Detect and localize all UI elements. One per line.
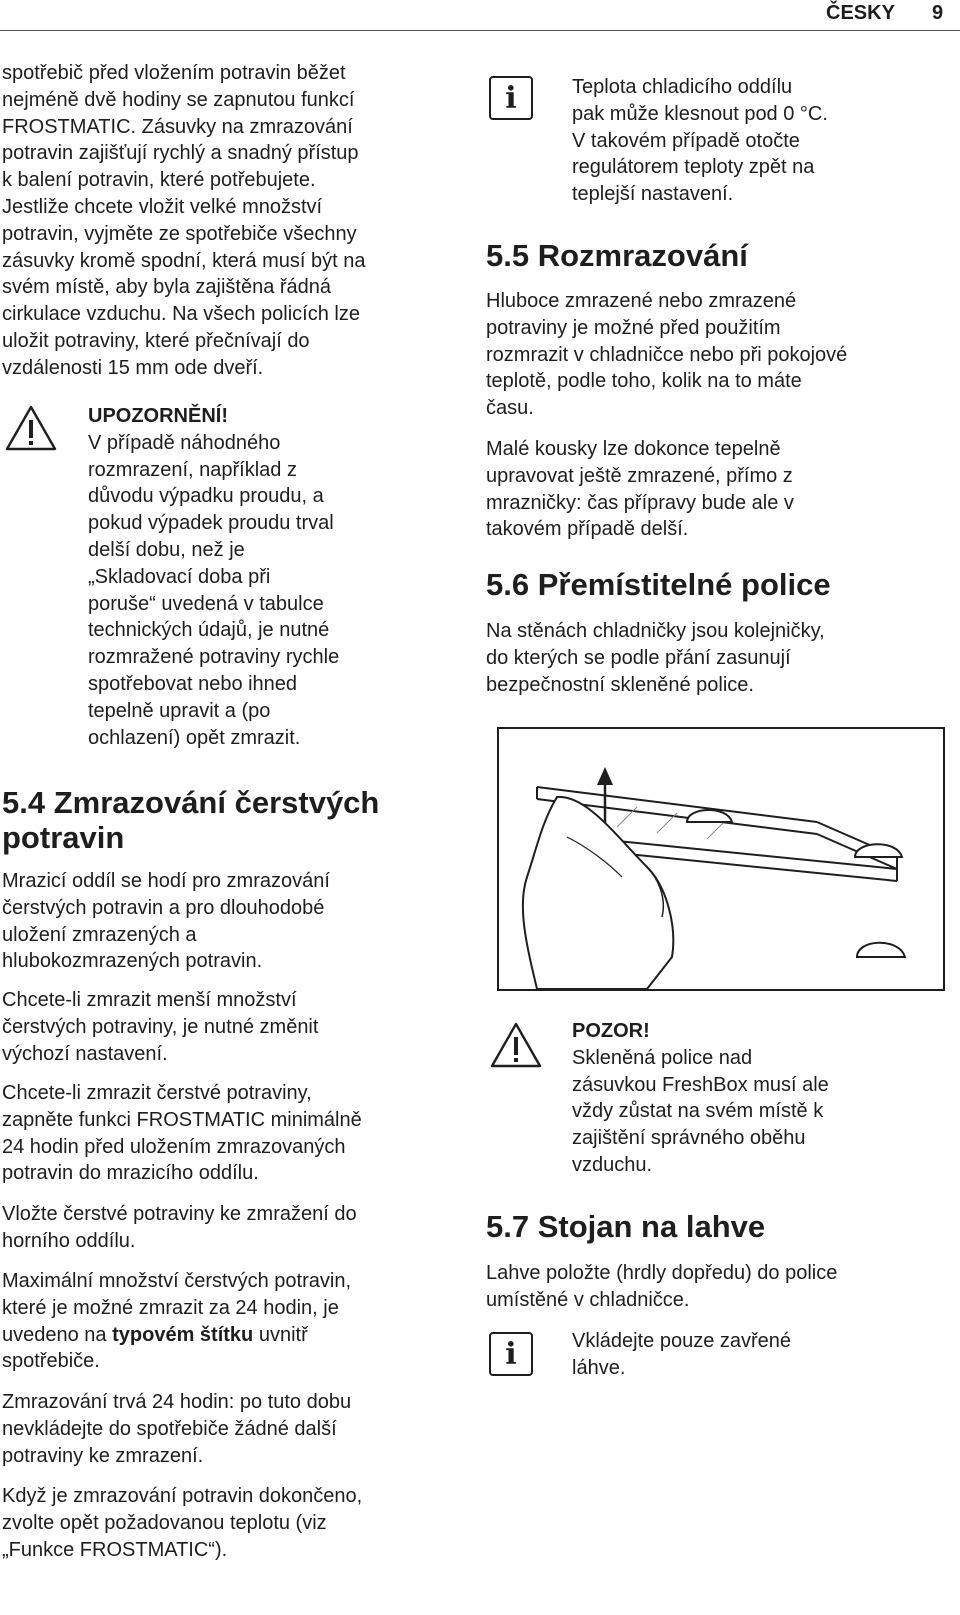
section-5-6-p1: Na stěnách chladničky jsou kolejničky, do kterých se podle přání zasunují bezpečnostní skleněné police. <box>486 620 825 696</box>
section-5-5-title: 5.5 Rozmrazování <box>486 238 748 273</box>
page-number: 9 <box>932 2 944 24</box>
section-5-4-p6: Zmrazování trvá 24 hodin: po tuto dobu nevkládejte do spotřebiče žádné další potraviny ke zmrazení. <box>2 1391 352 1467</box>
section-5-4-p4: Vložte čerstvé potraviny ke zmražení do horního oddílu. <box>2 1203 357 1252</box>
caution-title: POZOR! <box>572 1020 650 1042</box>
section-5-7-title: 5.7 Stojan na lahve <box>486 1209 766 1244</box>
section-5-5-p1: Hluboce zmrazené nebo zmrazené potraviny je možné před použitím rozmrazit v chladničce nebo při pokojové teplotě, podle toho, kolik na to máte času. <box>486 290 848 420</box>
section-5-5-p2: Malé kousky lze dokonce tepelně upravovat ještě zmrazené, přímo z mrazničky: čas přípravy bude ale v takovém případě delší. <box>486 438 794 541</box>
header-language: ČESKY <box>826 2 895 24</box>
section-5-7-p1: Lahve položte (hrdly dopředu) do police umístěné v chladničce. <box>486 1262 838 1311</box>
info-icon: i <box>489 1332 533 1376</box>
warning-triangle-icon <box>4 404 58 452</box>
rating-plate-term: typovém štítku <box>112 1323 254 1346</box>
section-5-6-title: 5.6 Přemístitelné police <box>486 567 831 602</box>
section-5-4-p3: Chcete-li zmrazit čerstvé potraviny, zapněte funkci FROSTMATIC minimálně 24 hodin před uložením zmrazovaných potravin do mrazicího oddílu. <box>2 1082 362 1185</box>
warning-triangle-icon <box>489 1021 543 1069</box>
section-5-4-p2: Chcete-li zmrazit menší množství čerstvých potraviny, je nutné změnit výchozí nastavení. <box>2 989 319 1065</box>
info-note-bottles: Vkládejte pouze zavřené láhve. <box>572 1330 792 1379</box>
section-5-4-p7: Když je zmrazování potravin dokončeno, zvolte opět požadovanou teplotu (viz „Funkce FROSTMATIC“). <box>2 1485 363 1561</box>
header-divider <box>0 30 960 31</box>
info-note-temperature: Teplota chladicího oddílu pak může klesnout pod 0 °C. V takovém případě otočte regulátorem teploty zpět na teplejší nastavení. <box>572 76 828 206</box>
section-5-4-title: 5.4 Zmrazování čerstvých potravin <box>2 785 380 855</box>
section-5-4-p5: Maximální množství čerstvých potravin, které je možné zmrazit za 24 hodin, je uvedeno na typovém štítku uvnitř spotřebiče. <box>2 1270 351 1373</box>
section-5-4-p1: Mrazicí oddíl se hodí pro zmrazování čerstvých potravin a pro dlouhodobé uložení zmrazených a hlubokozmrazených potravin. <box>2 870 330 973</box>
warning-title: UPOZORNĚNÍ! <box>88 405 228 427</box>
shelf-illustration <box>497 727 945 991</box>
info-icon: i <box>489 76 533 120</box>
warning-block: UPOZORNĚNÍ! V případě náhodného rozmrazení, například z důvodu výpadku proudu, a pokud výpadek proudu trval delší dobu, než je „Skladovací doba při poruše“ uvedená v tabulce technických údajů, je nutné rozmražené potraviny rychle spotřebovat nebo ihned tepelně upravit a (po ochlazení) opět zmrazit. <box>88 403 468 751</box>
caution-block: POZOR! Skleněná police nad zásuvkou FreshBox musí ale vždy zůstat na svém místě k zajištění správného oběhu vzduchu. <box>572 1018 952 1179</box>
intro-paragraph: spotřebič před vložením potravin běžet nejméně dvě hodiny se zapnutou funkcí FROSTMATIC. Zásuvky na zmrazování potravin zajišťují rychlý a snadný přístup k balení potravin, které potřebujete. Jestliže chcete vložit velké množství potravin, vyjměte ze spotřebiče všechny zásuvky kromě spodní, která musí být na svém místě, aby byla zajištěna řádná cirkulace vzduchu. Na všech policích lze uložit potraviny, které přečnívají do vzdálenosti 15 mm ode dveří. <box>2 62 366 379</box>
